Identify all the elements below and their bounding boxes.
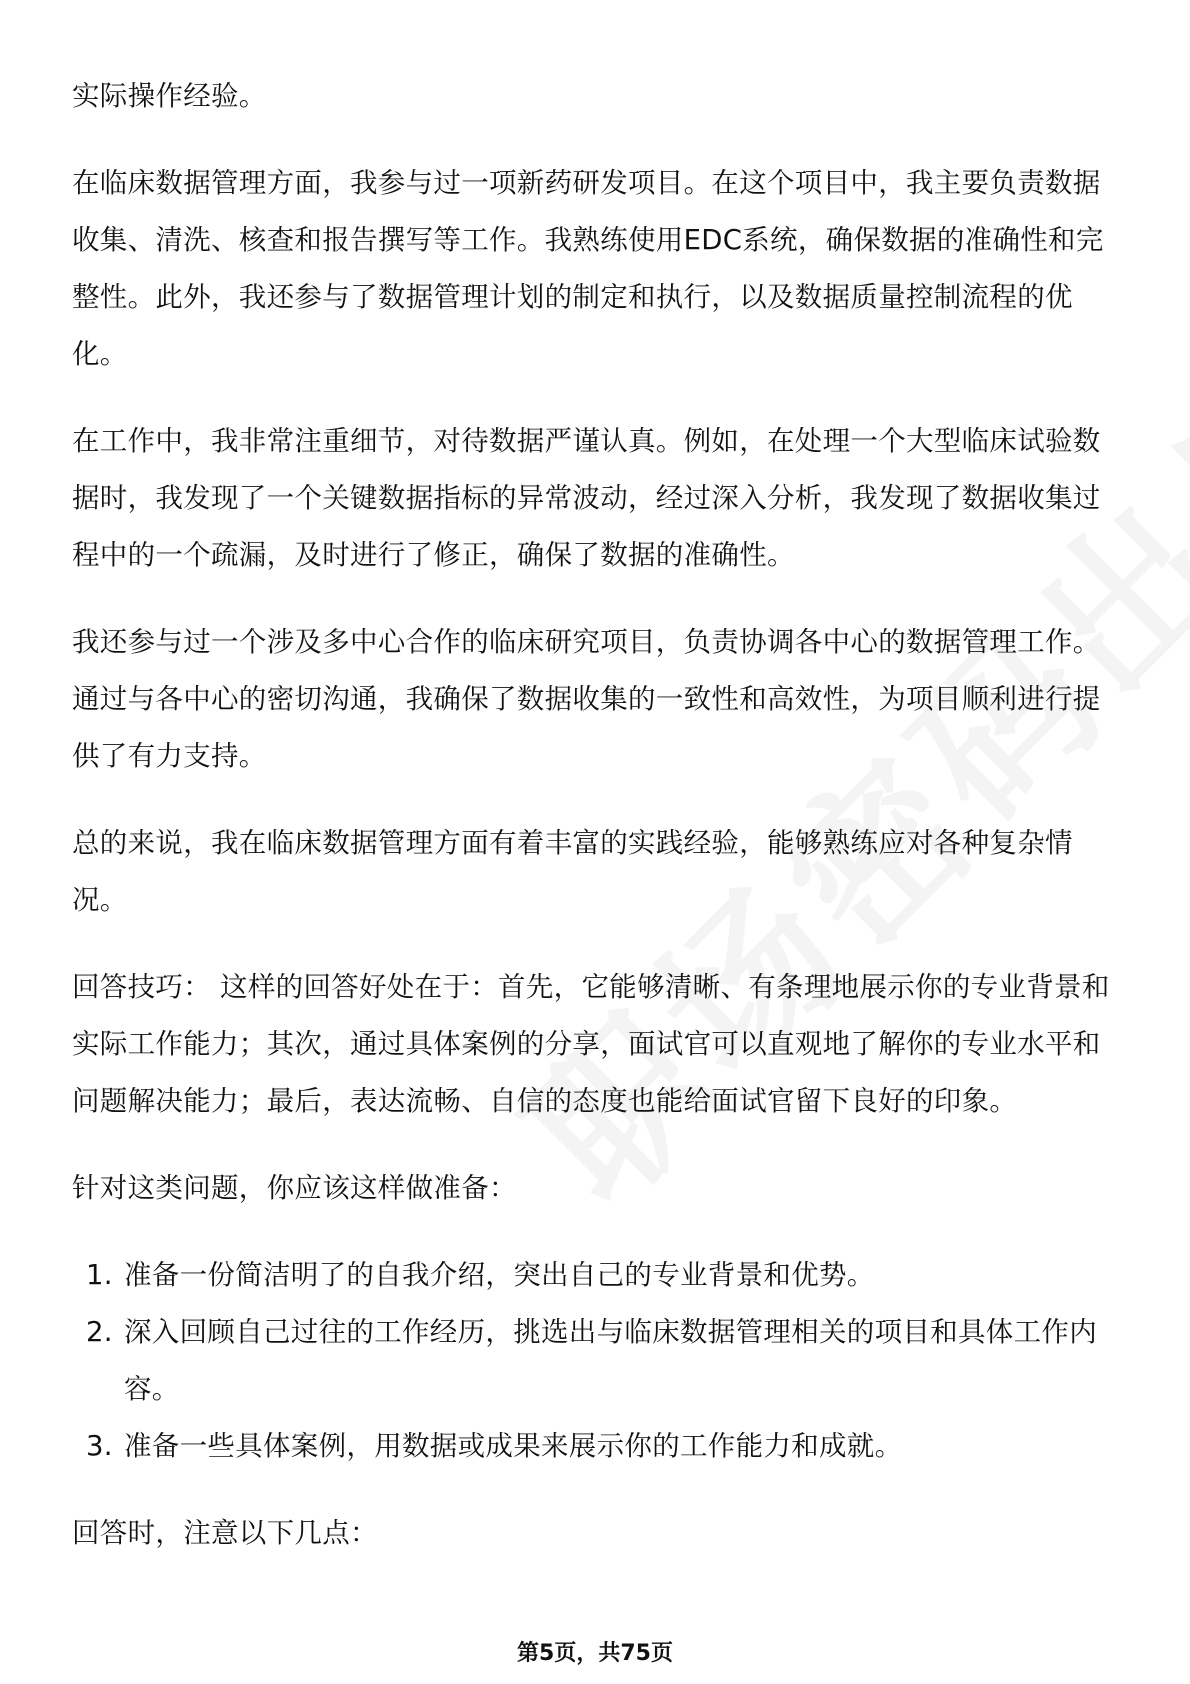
list-number: 2. (86, 1316, 113, 1348)
prep-list (72, 1247, 1122, 1475)
paragraph-multicenter: 我还参与过一个涉及多中心合作的临床研究项目，负责协调各中心的数据管理工作。通过与各中心的密切沟通，我确保了数据收集的一致性和高效性，为项目顺利进行提供了有力支持。 (72, 626, 1101, 772)
paragraph-closing: 回答时，注意以下几点： (72, 1517, 378, 1549)
list-number: 3. (86, 1430, 113, 1462)
list-number: 1. (86, 1259, 113, 1291)
list-item (72, 1304, 1122, 1418)
page-footer: 第5页，共75页 (517, 1641, 673, 1666)
list-item (72, 1247, 1122, 1304)
list-item (72, 1418, 1122, 1475)
paragraph-answer-tips: 回答技巧： 这样的回答好处在于：首先，它能够清晰、有条理地展示你的专业背景和实际工作能力；其次，通过具体案例的分享，面试官可以直观地了解你的专业水平和问题解决能力；最后，表达流畅、自信的态度也能给面试官留下良好的印象。 (72, 971, 1110, 1117)
page-content (72, 68, 1122, 1562)
list-text: 深入回顾自己过往的工作经历，挑选出与临床数据管理相关的项目和具体工作内容。 (124, 1316, 1097, 1405)
list-text: 准备一些具体案例，用数据或成果来展示你的工作能力和成就。 (124, 1430, 903, 1462)
paragraph-data-management: 在临床数据管理方面，我参与过一项新药研发项目。在这个项目中，我主要负责数据收集、清洗、核查和报告撰写等工作。我熟练使用EDC系统，确保数据的准确性和完整性。此外，我还参与了数据管理计划的制定和执行，以及数据质量控制流程的优化。 (72, 167, 1104, 370)
paragraph-summary: 总的来说，我在临床数据管理方面有着丰富的实践经验，能够熟练应对各种复杂情况。 (72, 827, 1073, 916)
paragraph-attention-to-detail: 在工作中，我非常注重细节，对待数据严谨认真。例如，在处理一个大型临床试验数据时，我发现了一个关键数据指标的异常波动，经过深入分析，我发现了数据收集过程中的一个疏漏，及时进行了修正，确保了数据的准确性。 (72, 425, 1101, 571)
paragraph-prep-intro: 针对这类问题，你应该这样做准备： (72, 1172, 517, 1204)
paragraph-experience-end: 实际操作经验。 (72, 80, 267, 112)
list-text: 准备一份简洁明了的自我介绍，突出自己的专业背景和优势。 (124, 1259, 875, 1291)
